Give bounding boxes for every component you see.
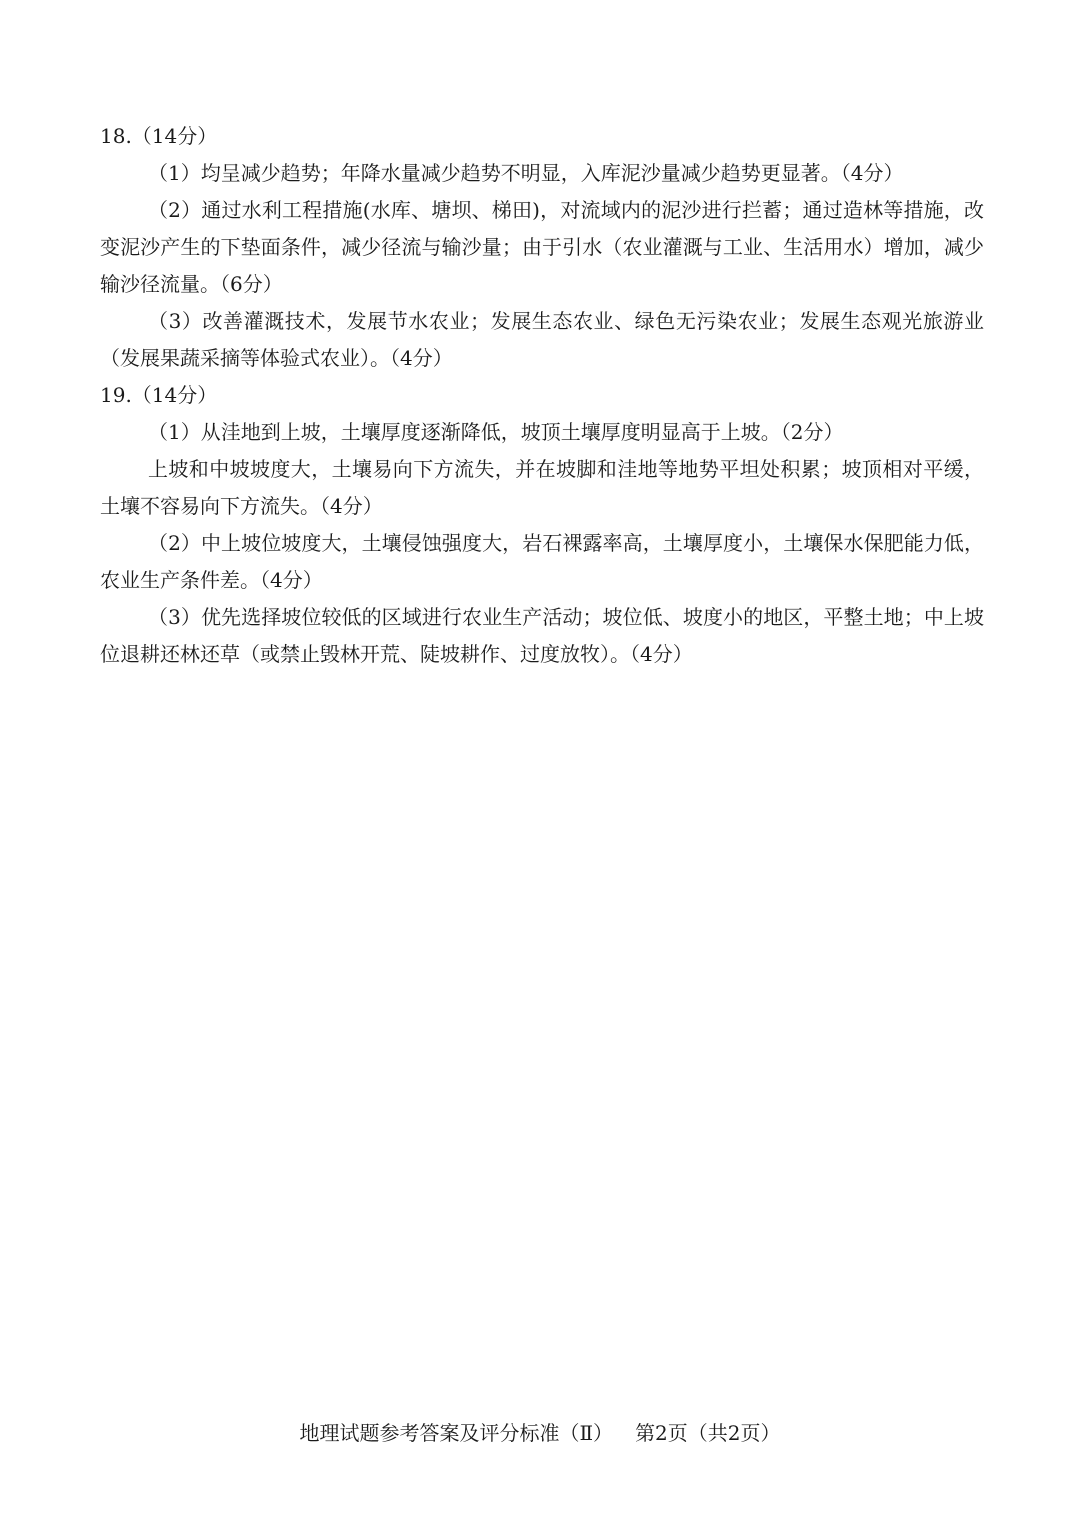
page-footer	[0, 1418, 1080, 1448]
footer-page-number: 第2页（共2页）	[635, 1421, 781, 1445]
question-19-heading: 19.（14分）	[100, 383, 218, 407]
footer-title: 地理试题参考答案及评分标准（Ⅱ）	[299, 1421, 614, 1445]
question-18-part-3: （3）改善灌溉技术，发展节水农业；发展生态农业、绿色无污染农业；发展生态观光旅游业（发展果蔬采摘等体验式农业）。（4分）	[100, 309, 984, 370]
question-19-part-1-explanation: 上坡和中坡坡度大，土壤易向下方流失，并在坡脚和洼地等地势平坦处积累；坡顶相对平缓，土壤不容易向下方流失。（4分）	[100, 457, 984, 518]
question-18-heading: 18.（14分）	[100, 124, 218, 148]
question-19-part-2: （2）中上坡位坡度大，土壤侵蚀强度大，岩石裸露率高，土壤厚度小，土壤保水保肥能力低，农业生产条件差。（4分）	[100, 531, 984, 592]
question-19-part-1: （1）从洼地到上坡，土壤厚度逐渐降低，坡顶土壤厚度明显高于上坡。（2分）	[148, 420, 844, 444]
question-18-part-2: （2）通过水利工程措施(水库、塘坝、梯田)，对流域内的泥沙进行拦蓄；通过造林等措施，改变泥沙产生的下垫面条件，减少径流与输沙量；由于引水（农业灌溉与工业、生活用水）增加，减少输沙径流量。（6分）	[100, 198, 984, 296]
question-18-part-1: （1）均呈减少趋势；年降水量减少趋势不明显，入库泥沙量减少趋势更显著。（4分）	[148, 161, 904, 185]
answer-content	[100, 118, 984, 673]
question-19-part-3: （3）优先选择坡位较低的区域进行农业生产活动；坡位低、坡度小的地区，平整土地；中上坡位退耕还林还草（或禁止毁林开荒、陡坡耕作、过度放牧）。（4分）	[100, 605, 984, 666]
